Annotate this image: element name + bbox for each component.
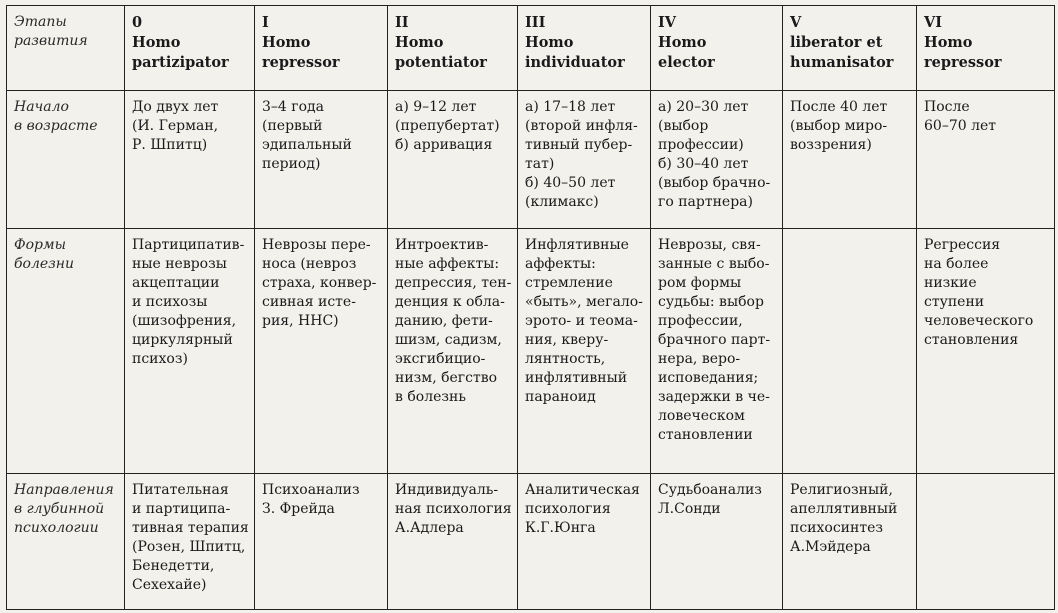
cell-text-line: а) 9–12 лет xyxy=(395,99,477,115)
cell-text-line: данию, фети- xyxy=(395,313,493,329)
cell-text-line: человеческого xyxy=(924,313,1034,329)
cell-text-line: носа (невроз xyxy=(262,256,357,272)
cell-text-line: (климакс) xyxy=(525,194,599,210)
cell-text-line: стремление xyxy=(525,275,613,291)
stage-name-line: individuator xyxy=(525,54,625,71)
cell-text-line: К.Г.Юнга xyxy=(525,520,596,536)
cell-text-line: (выбор брачно- xyxy=(658,175,771,191)
cell-text-line: а) 17–18 лет xyxy=(525,99,616,115)
cell-text-line: 3–4 года xyxy=(262,99,324,115)
corner-label-line: развития xyxy=(14,33,88,49)
cell-text-line: (шизофрения, xyxy=(132,313,237,329)
cell-text-line: в болезнь xyxy=(395,389,466,405)
cell-text-line: акцептации xyxy=(132,275,220,291)
table-cell xyxy=(518,474,651,610)
cell-text-line: ные неврозы xyxy=(132,256,227,272)
header-row xyxy=(7,6,1055,91)
table-cell xyxy=(388,91,518,229)
cell-text-line: исповедания; xyxy=(658,370,759,386)
cell-text-line: и психозы xyxy=(132,294,208,310)
stage-name-line: humanisator xyxy=(790,54,894,71)
row-header-line: Начало xyxy=(14,99,69,115)
cell-text-line: инфлятивный xyxy=(525,370,628,386)
stage-number: IV xyxy=(658,14,677,31)
cell-text-line: ния, кверу- xyxy=(525,332,609,348)
cell-text-line: рия, ННС) xyxy=(262,313,339,329)
cell-text-line: (первый xyxy=(262,118,323,134)
cell-text-line: б) 40–50 лет xyxy=(525,175,616,191)
cell-text-line: депрессия, тен- xyxy=(395,275,512,291)
cell-text-line: Аналитическая xyxy=(525,482,640,498)
cell-text-line: сивная исте- xyxy=(262,294,356,310)
row-header xyxy=(7,91,125,229)
cell-text-line: профессии) xyxy=(658,137,744,153)
cell-text-line: тивная терапия xyxy=(132,520,249,536)
cell-text-line: Регрессия xyxy=(924,237,1001,253)
cell-text-line: эрото- и теома- xyxy=(525,313,638,329)
cell-text-line: денция к обла- xyxy=(395,294,505,310)
table-cell xyxy=(651,91,783,229)
cell-text-line: брачного парт- xyxy=(658,332,771,348)
row-header-line: Формы xyxy=(14,237,67,253)
cell-text-line: циркулярный xyxy=(132,332,233,348)
table-cell xyxy=(255,91,388,229)
cell-text-line: (выбор миро- xyxy=(790,118,888,134)
corner-label-line: Этапы xyxy=(14,14,67,30)
cell-text-line: низм, бегство xyxy=(395,370,498,386)
stage-name-line: potentiator xyxy=(395,54,487,71)
stage-name-line: elector xyxy=(658,54,715,71)
stage-name-line: Homo xyxy=(924,34,973,51)
cell-text-line: го партнера) xyxy=(658,194,753,210)
cell-text-line: «быть», мегало- xyxy=(525,294,643,310)
stage-header-0 xyxy=(125,6,255,91)
cell-text-line: (Розен, Шпитц, xyxy=(132,539,246,555)
cell-text-line: ловеческом xyxy=(658,408,745,424)
cell-text-line: профессии, xyxy=(658,313,743,329)
table-cell xyxy=(388,229,518,474)
table-row-onset-age xyxy=(7,91,1055,229)
cell-text-line: нера, веро- xyxy=(658,351,741,367)
stage-name-line: repressor xyxy=(924,54,1002,71)
stage-header-1 xyxy=(255,6,388,91)
cell-text-line: З. Фрейда xyxy=(262,501,335,517)
cell-text-line: психология xyxy=(525,501,611,517)
cell-text-line: на более xyxy=(924,256,989,272)
stage-name-line: repressor xyxy=(262,54,340,71)
stage-header-2 xyxy=(388,6,518,91)
row-header-line: болезни xyxy=(14,256,75,272)
cell-text-line: лянтность, xyxy=(525,351,606,367)
stage-name-line: Homo xyxy=(525,34,574,51)
cell-text-line: эксгибицио- xyxy=(395,351,486,367)
table-cell xyxy=(125,91,255,229)
cell-text-line: тивный пубер- xyxy=(525,137,633,153)
stage-number: 0 xyxy=(132,14,143,31)
corner-cell xyxy=(7,6,125,91)
cell-text-line: б) арривация xyxy=(395,137,493,153)
stage-name-line: Homo xyxy=(395,34,444,51)
cell-text-line: Неврозы пере- xyxy=(262,237,371,253)
cell-text-line: Л.Сонди xyxy=(658,501,721,517)
cell-text-line: а) 20–30 лет xyxy=(658,99,749,115)
cell-text-line: (препубертат) xyxy=(395,118,500,134)
cell-text-line: б) 30–40 лет xyxy=(658,156,749,172)
stage-name-line: liberator et xyxy=(790,34,883,51)
stage-name-line: Homo xyxy=(262,34,311,51)
cell-text-line: (И. Герман, xyxy=(132,118,219,134)
cell-text-line: Религиозный, xyxy=(790,482,893,498)
table-cell xyxy=(255,229,388,474)
stage-number: VI xyxy=(924,14,943,31)
cell-text-line: (второй инфля- xyxy=(525,118,638,134)
cell-text-line: аффекты: xyxy=(525,256,596,272)
cell-text-line: ные аффекты: xyxy=(395,256,500,272)
cell-text-line: ром формы xyxy=(658,275,742,291)
stage-header-5 xyxy=(783,6,917,91)
table-cell xyxy=(917,229,1055,474)
stage-number: I xyxy=(262,14,269,31)
cell-text-line: параноид xyxy=(525,389,596,405)
table-row-disease-forms xyxy=(7,229,1055,474)
table-cell xyxy=(917,474,1055,610)
cell-text-line: До двух лет xyxy=(132,99,219,115)
table-cell xyxy=(388,474,518,610)
cell-text-line: Психоанализ xyxy=(262,482,360,498)
cell-text-line: Р. Шпитц) xyxy=(132,137,208,153)
cell-text-line: тат) xyxy=(525,156,555,172)
cell-text-line: (выбор xyxy=(658,118,709,134)
table-cell xyxy=(783,91,917,229)
row-header-line: в глубинной xyxy=(14,501,105,517)
stage-number: V xyxy=(790,14,802,31)
cell-text-line: становления xyxy=(924,332,1019,348)
table-cell xyxy=(917,91,1055,229)
cell-text-line: Неврозы, свя- xyxy=(658,237,761,253)
row-header-line: психологии xyxy=(14,520,99,536)
stage-name-line: Homo xyxy=(658,34,707,51)
row-header-line: Направления xyxy=(14,482,114,498)
row-header xyxy=(7,474,125,610)
stage-header-3 xyxy=(518,6,651,91)
cell-text-line: период) xyxy=(262,156,321,172)
stage-name-line: partizipator xyxy=(132,54,229,71)
cell-text-line: низкие xyxy=(924,275,977,291)
cell-text-line: задержки в че- xyxy=(658,389,770,405)
cell-text-line: воззрения) xyxy=(790,137,872,153)
table-cell xyxy=(518,91,651,229)
cell-text-line: психоз) xyxy=(132,351,188,367)
cell-text-line: Партиципатив- xyxy=(132,237,245,253)
stage-number: III xyxy=(525,14,546,31)
table-cell xyxy=(125,229,255,474)
cell-text-line: становлении xyxy=(658,427,753,443)
table-row-depth-psychology xyxy=(7,474,1055,610)
table-cell xyxy=(518,229,651,474)
table-cell xyxy=(651,229,783,474)
cell-text-line: Сехехайе) xyxy=(132,577,207,593)
cell-text-line: После 40 лет xyxy=(790,99,888,115)
table-cell xyxy=(783,474,917,610)
cell-text-line: После xyxy=(924,99,970,115)
stage-name-line: Homo xyxy=(132,34,181,51)
cell-text-line: шизм, садизм, xyxy=(395,332,502,348)
cell-text-line: страха, конвер- xyxy=(262,275,377,291)
cell-text-line: Питательная xyxy=(132,482,229,498)
cell-text-line: ная психология xyxy=(395,501,512,517)
stage-header-6 xyxy=(917,6,1055,91)
cell-text-line: 60–70 лет xyxy=(924,118,997,134)
cell-text-line: Инфлятивные xyxy=(525,237,629,253)
table-cell xyxy=(125,474,255,610)
cell-text-line: А.Адлера xyxy=(395,520,464,536)
cell-text-line: Судьбоанализ xyxy=(658,482,762,498)
development-stages-table xyxy=(6,5,1055,610)
table-cell xyxy=(783,229,917,474)
row-header xyxy=(7,229,125,474)
table-cell xyxy=(651,474,783,610)
cell-text-line: А.Мэйдера xyxy=(790,539,871,555)
cell-text-line: эдипальный xyxy=(262,137,352,153)
cell-text-line: судьбы: выбор xyxy=(658,294,764,310)
stage-number: II xyxy=(395,14,409,31)
stage-header-4 xyxy=(651,6,783,91)
cell-text-line: занные с выбо- xyxy=(658,256,770,272)
cell-text-line: психосинтез xyxy=(790,520,883,536)
cell-text-line: Интроектив- xyxy=(395,237,489,253)
cell-text-line: Индивидуаль- xyxy=(395,482,499,498)
cell-text-line: Бенедетти, xyxy=(132,558,215,574)
cell-text-line: ступени xyxy=(924,294,985,310)
cell-text-line: и партиципа- xyxy=(132,501,231,517)
row-header-line: в возрасте xyxy=(14,118,98,134)
cell-text-line: апеллятивный xyxy=(790,501,898,517)
table-cell xyxy=(255,474,388,610)
